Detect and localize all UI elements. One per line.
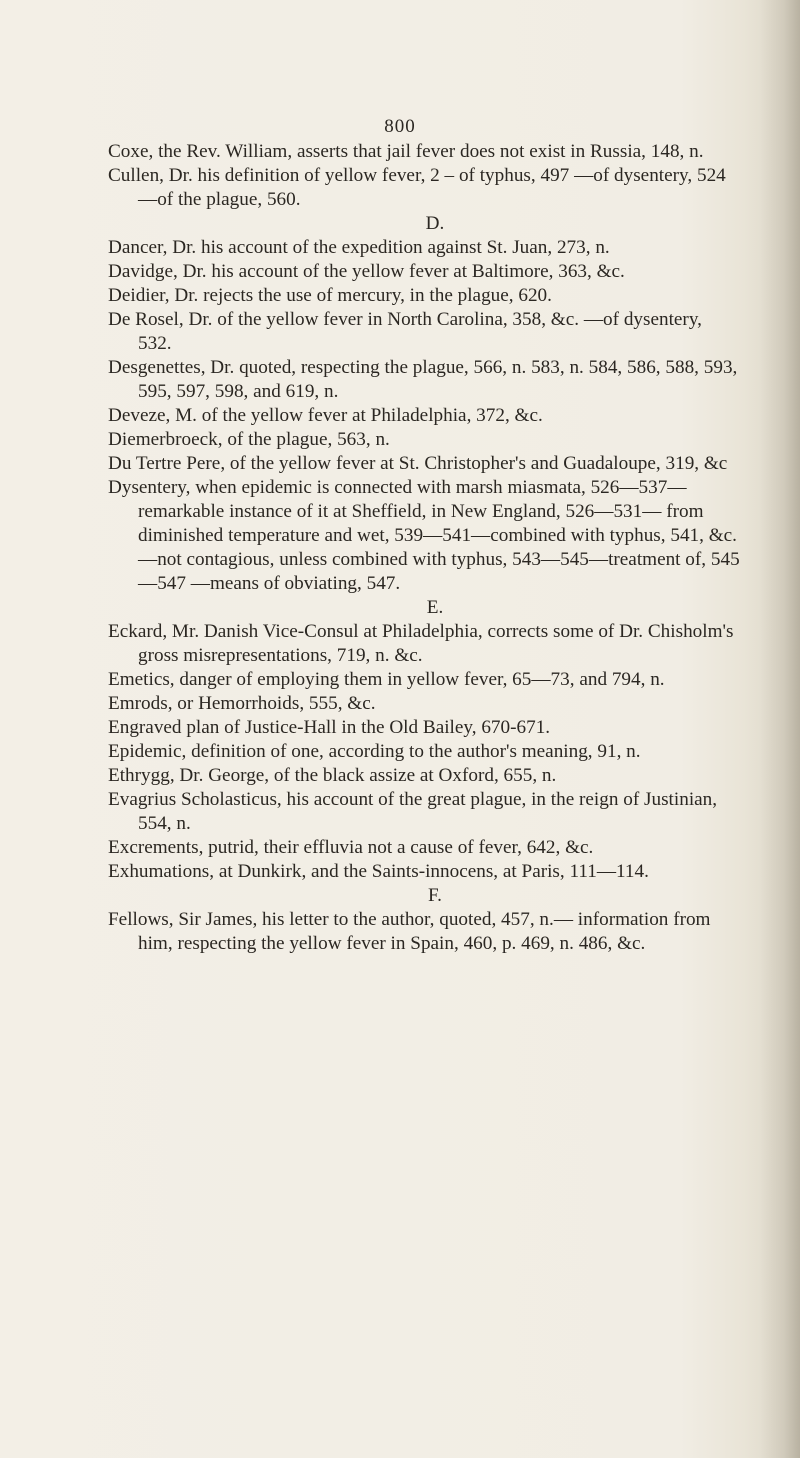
index-entry: Exhumations, at Dunkirk, and the Saints-innocens, at Paris, 111—114. bbox=[108, 861, 649, 882]
index-entry: Evagrius Scholasticus, his account of the great plague, in the reign of Justinian, 554, n. bbox=[108, 789, 718, 834]
page-edge-shadow bbox=[760, 0, 800, 1458]
page-number: 800 bbox=[384, 116, 416, 137]
index-entry: Excrements, putrid, their effluvia not a cause of fever, 642, &c. bbox=[108, 837, 594, 858]
index-entry: Davidge, Dr. his account of the yellow fever at Baltimore, 363, &c. bbox=[108, 261, 625, 282]
index-entry: Deveze, M. of the yellow fever at Philadelphia, 372, &c. bbox=[108, 405, 543, 426]
index-content bbox=[108, 140, 740, 956]
index-section-e bbox=[108, 596, 740, 884]
index-entry: Epidemic, definition of one, according to the author's meaning, 91, n. bbox=[108, 741, 641, 762]
index-entry: Du Tertre Pere, of the yellow fever at St. Christopher's and Guadaloupe, 319, &c bbox=[108, 453, 728, 474]
index-entry: Emetics, danger of employing them in yellow fever, 65—73, and 794, n. bbox=[108, 669, 665, 690]
section-letter-heading: D. bbox=[425, 213, 445, 234]
index-entry: Ethrygg, Dr. George, of the black assize at Oxford, 655, n. bbox=[108, 765, 557, 786]
index-section-d bbox=[108, 212, 740, 596]
section-letter-heading: E. bbox=[426, 597, 444, 618]
index-entry: Desgenettes, Dr. quoted, respecting the plague, 566, n. 583, n. 584, 586, 588, 593, 595, 597, 598, and 619, n. bbox=[108, 357, 738, 402]
index-entry: Emrods, or Hemorrhoids, 555, &c. bbox=[108, 693, 376, 714]
index-section-f bbox=[108, 884, 740, 956]
index-entry: Diemerbroeck, of the plague, 563, n. bbox=[108, 429, 390, 450]
index-entry: Deidier, Dr. rejects the use of mercury, in the plague, 620. bbox=[108, 285, 552, 306]
index-entry: Engraved plan of Justice-Hall in the Old Bailey, 670-671. bbox=[108, 717, 551, 738]
index-entry: Dysentery, when epidemic is connected with marsh miasmata, 526—537—remarkable instance of it at Sheffield, in New England, 526—531— from diminished temperature and wet, 539—541—combined with typhus, 541, &c.—not contagious, unless combined with typhus, 543—545—treatment of, 545—547 —means of obviating, 547. bbox=[108, 477, 740, 594]
index-entry: De Rosel, Dr. of the yellow fever in North Carolina, 358, &c. —of dysentery, 532. bbox=[108, 309, 702, 354]
index-section-c bbox=[108, 140, 740, 212]
index-entry: Dancer, Dr. his account of the expedition against St. Juan, 273, n. bbox=[108, 237, 610, 258]
index-entry: Coxe, the Rev. William, asserts that jail fever does not exist in Russia, 148, n. bbox=[108, 141, 704, 162]
index-entry: Eckard, Mr. Danish Vice-Consul at Philadelphia, corrects some of Dr. Chisholm's gross misrepresentations, 719, n. &c. bbox=[108, 621, 734, 666]
section-letter-heading: F. bbox=[428, 885, 442, 906]
index-entry: Fellows, Sir James, his letter to the author, quoted, 457, n.— information from him, respecting the yellow fever in Spain, 460, p. 469, n. 486, &c. bbox=[108, 909, 711, 954]
index-entry: Cullen, Dr. his definition of yellow fever, 2 – of typhus, 497 —of dysentery, 524—of the plague, 560. bbox=[108, 165, 726, 210]
